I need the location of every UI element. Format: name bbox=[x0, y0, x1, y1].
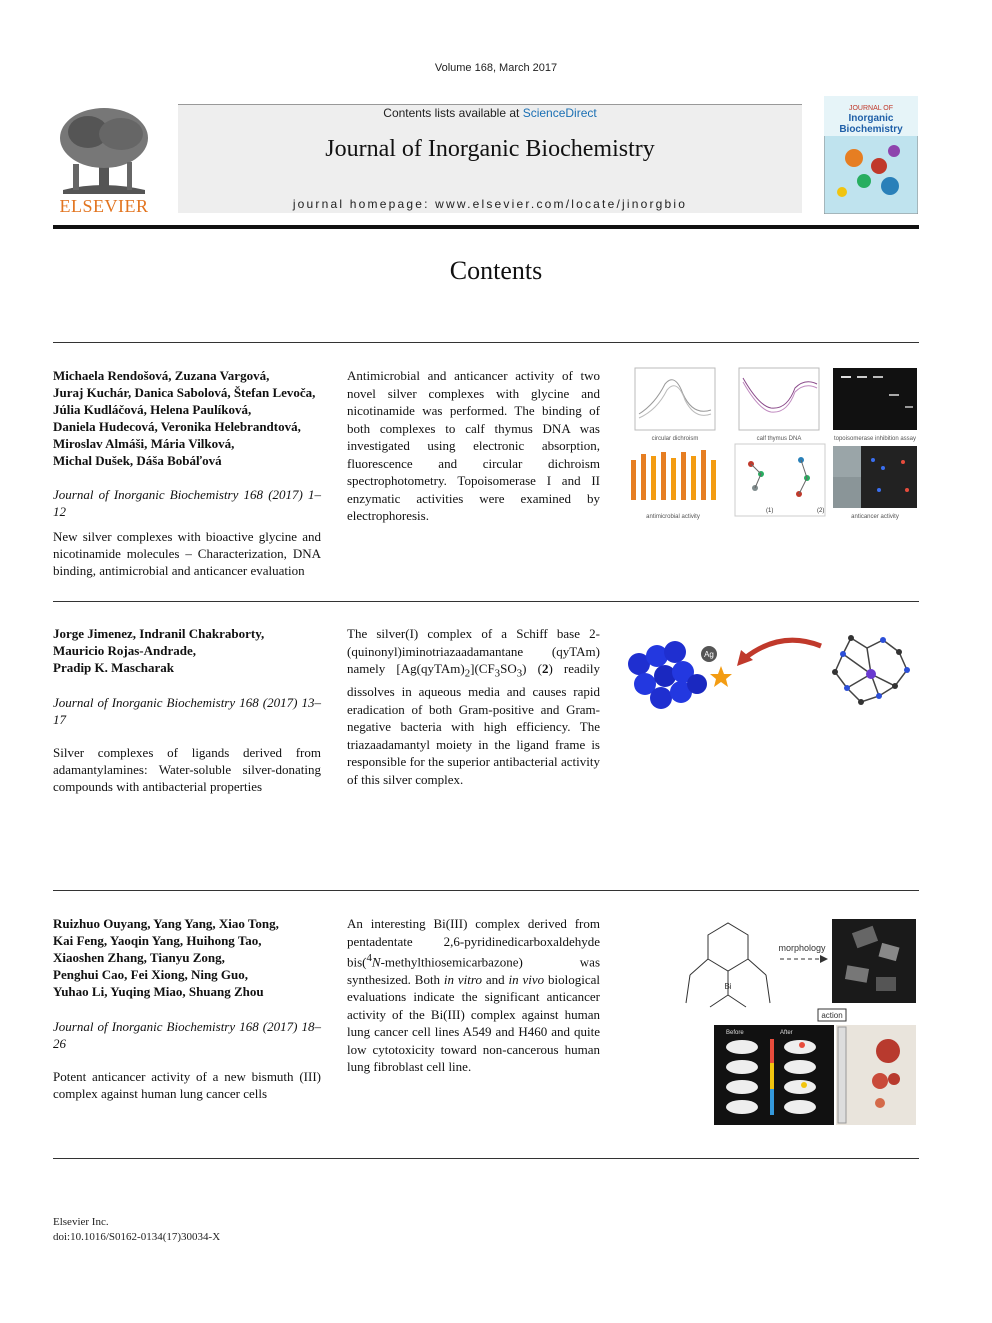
star-burst bbox=[710, 666, 732, 687]
sciencedirect-link[interactable]: ScienceDirect bbox=[522, 106, 597, 120]
graphic-label: anticancer activity bbox=[851, 514, 899, 520]
page-title: Contents bbox=[449, 256, 543, 285]
graphic-label: morphology bbox=[778, 943, 826, 953]
article-2-title[interactable]: Silver complexes of ligands derived from adamantylamines: Water-soluble silver-donating compounds with antibacterial properties bbox=[53, 745, 321, 794]
graphic-label: topoisomerase inhibition assay bbox=[833, 436, 917, 442]
author-line: Pradip K. Mascharak bbox=[53, 660, 174, 675]
article-1-authors bbox=[53, 367, 321, 469]
publisher-wordmark: ELSEVIER bbox=[59, 196, 149, 216]
abstract-italic: N bbox=[371, 954, 381, 970]
abstract-text: -methylthiosemicarbazone) was synthesized. Both bbox=[347, 954, 600, 987]
graphic-label: antimicrobial activity bbox=[646, 514, 700, 520]
compound-number: 2 bbox=[541, 661, 549, 676]
superscript: 4 bbox=[366, 952, 372, 964]
article-2-graphical-abstract bbox=[621, 626, 919, 720]
author-line: Daniela Hudecová, Veronika Helebrandtová, bbox=[53, 419, 301, 434]
abstract-text: ) readily dissolves in aqueous media and causes rapid eradication of both Gram-positive and Gram-negative bacteria with high efficiency. The triazaadamantyl moiety in the ligand frame is responsible for the superior antibacterial activity of this silver complex. bbox=[347, 661, 600, 787]
article-3-abstract bbox=[347, 915, 600, 1076]
graphic-label: (1) bbox=[766, 508, 774, 514]
complex-structure bbox=[832, 635, 910, 705]
author-line: Michaela Rendošová, Zuzana Vargová, bbox=[53, 368, 270, 383]
contents-available-line bbox=[178, 106, 802, 120]
author-line: Ruizhuo Ouyang, Yang Yang, Xiao Tong, bbox=[53, 916, 279, 931]
article-3-citation[interactable]: Journal of Inorganic Biochemistry 168 (2017) 18–26 bbox=[53, 1019, 321, 1051]
graphic-label: action bbox=[821, 1011, 843, 1020]
graphic-label: (2) bbox=[817, 508, 825, 514]
article-1-citation[interactable]: Journal of Inorganic Biochemistry 168 (2017) 1–12 bbox=[53, 487, 321, 519]
author-line: Juraj Kuchár, Danica Sabolová, Štefan Levoča, bbox=[53, 385, 316, 400]
graphic-label: After bbox=[780, 1030, 793, 1036]
cd-spectrum-panel bbox=[635, 368, 715, 430]
footer-doi[interactable]: doi:10.1016/S0162-0134(17)30034-X bbox=[53, 1231, 221, 1243]
svg-text:Biochemistry: Biochemistry bbox=[839, 124, 903, 135]
abstract-text: and bbox=[481, 971, 509, 987]
author-line: Michal Dušek, Dáša Bobáľová bbox=[53, 453, 222, 468]
abstract-text: ) ( bbox=[522, 661, 542, 676]
journal-cover-thumbnail bbox=[824, 96, 918, 214]
article-3-graphical-abstract bbox=[670, 915, 918, 1135]
abstract-text: ](CF bbox=[470, 661, 495, 676]
contents-available-text: Contents lists available at bbox=[383, 106, 523, 120]
uv-spectrum-panel bbox=[739, 368, 819, 430]
author-line: Mauricio Rojas-Andrade, bbox=[53, 643, 196, 658]
author-line: Júlia Kudláčová, Helena Paulíková, bbox=[53, 402, 252, 417]
article-1-graphical-abstract bbox=[621, 364, 919, 522]
author-line: Miroslav Almáši, Mária Vilková, bbox=[53, 436, 235, 451]
structures-panel bbox=[735, 444, 825, 516]
journal-title: Journal of Inorganic Biochemistry bbox=[325, 136, 655, 162]
divider bbox=[53, 342, 919, 343]
red-arrow bbox=[745, 640, 821, 658]
author-line: Jorge Jimenez, Indranil Chakraborty, bbox=[53, 626, 265, 641]
volume-line: Volume 168, March 2017 bbox=[434, 62, 558, 74]
subscript: 2 bbox=[464, 667, 471, 680]
graphic-label: Before bbox=[726, 1030, 744, 1036]
graphic-label: Ag bbox=[704, 650, 714, 659]
author-line: Kai Feng, Yaoqin Yang, Huihong Tao, bbox=[53, 933, 262, 948]
abstract-text: An interesting Bi(III) complex derived from pentadentate 2,6-pyridinedicarboxaldehyde bis( bbox=[347, 916, 600, 970]
article-1-title[interactable]: New silver complexes with bioactive glycine and nicotinamide molecules – Characterization, DNA binding, antimicrobial and anticancer evaluation bbox=[53, 529, 321, 578]
divider bbox=[53, 601, 919, 602]
svg-text:Inorganic: Inorganic bbox=[848, 113, 894, 124]
abstract-italic: in vivo bbox=[508, 971, 545, 987]
bacteria-cluster bbox=[628, 641, 707, 709]
footer-publisher: Elsevier Inc. bbox=[53, 1216, 109, 1228]
author-line: Penghui Cao, Fei Xiong, Ning Guo, bbox=[53, 967, 249, 982]
subscript: 3 bbox=[494, 667, 501, 680]
divider bbox=[53, 890, 919, 891]
abstract-text: The silver(I) complex of a Schiff base 2-(quinonyl)iminotriazaadamantane (qyTAm) namely [Ag(qyTAm) bbox=[347, 626, 600, 676]
graphic-label: calf thymus DNA bbox=[756, 436, 802, 442]
abstract-text: SO bbox=[500, 661, 517, 676]
svg-text:JOURNAL OF: JOURNAL OF bbox=[848, 105, 894, 112]
graphic-label: circular dichroism bbox=[651, 436, 699, 442]
journal-homepage[interactable]: journal homepage: www.elsevier.com/locate/jinorgbio bbox=[292, 197, 688, 211]
author-line: Yuhao Li, Yuqing Miao, Shuang Zhou bbox=[53, 984, 264, 999]
article-2-authors bbox=[53, 625, 321, 676]
article-3-authors bbox=[53, 915, 321, 1000]
header-rule bbox=[53, 225, 919, 229]
article-2-citation[interactable]: Journal of Inorganic Biochemistry 168 (2017) 13–17 bbox=[53, 695, 321, 727]
abstract-italic: in vitro bbox=[443, 971, 482, 987]
abstract-text: biological evaluations indicate the significant anticancer activity of the Bi(III) complex against human lung cancer cell lines A549 and H460 and quite low cytotoxicity toward non-cancerous human lung fibroblast cell line. bbox=[347, 971, 600, 1075]
bi-complex-structure bbox=[686, 923, 770, 1007]
subscript: 3 bbox=[516, 667, 523, 680]
article-1-abstract: Antimicrobial and anticancer activity of two novel silver complexes with glycine and nicotinamide was performed. The binding of both complexes to calf thymus DNA was investigated using electronic absorption, fluorescence and circular dichroism spectrophotometry. Topoisomerase I and II enzymatic activities were examined by electrophoresis. bbox=[347, 368, 600, 523]
graphic-label: Bi bbox=[724, 982, 732, 991]
article-2-abstract bbox=[347, 625, 600, 788]
author-line: Xiaoshen Zhang, Tianyu Zong, bbox=[53, 950, 225, 965]
divider bbox=[53, 1158, 919, 1159]
article-3-title[interactable]: Potent anticancer activity of a new bismuth (III) complex against human lung cancer cells bbox=[53, 1069, 321, 1101]
